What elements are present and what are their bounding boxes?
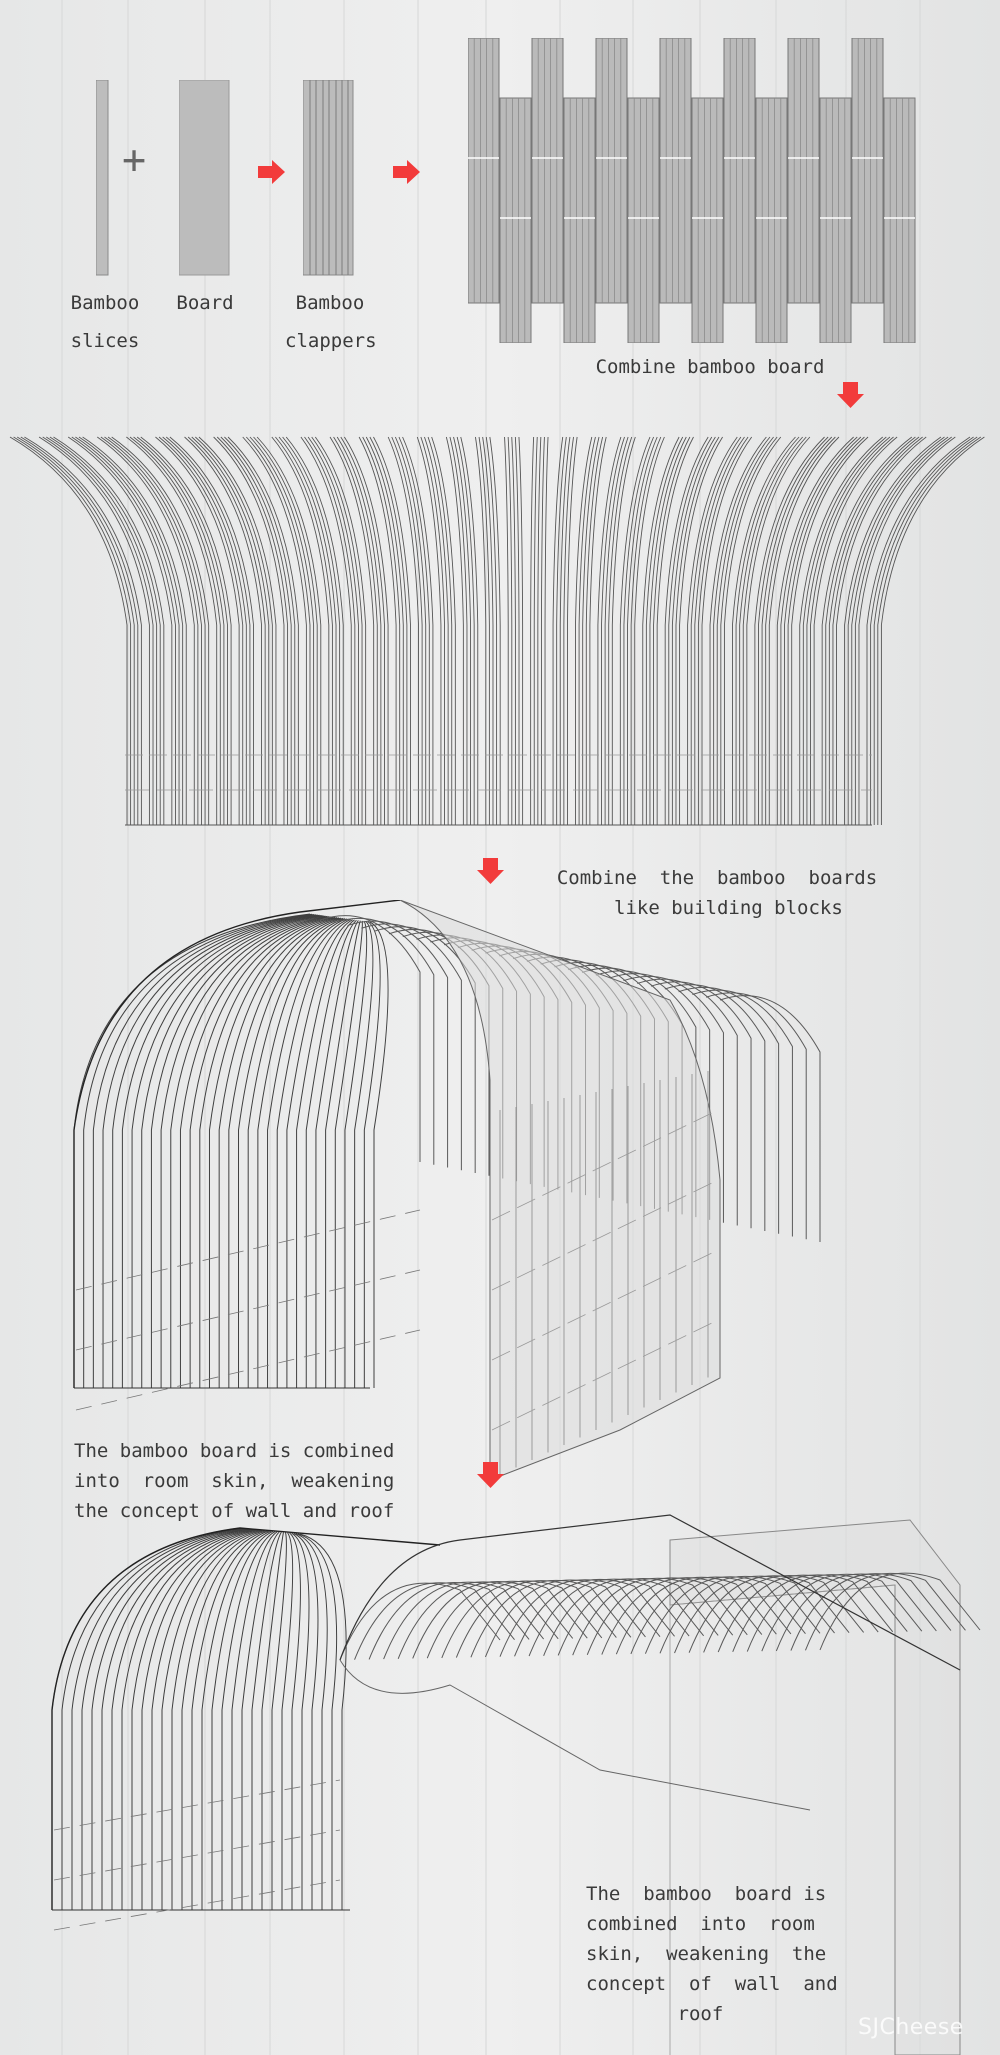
board-graphic xyxy=(179,80,231,276)
tunnel-graphic xyxy=(60,900,920,1490)
arrow-down-icon xyxy=(837,382,865,410)
combined-board-graphic xyxy=(468,38,916,343)
combine-blocks-label: Combine the bamboo boards like building blocks xyxy=(556,867,878,919)
watermark: SJCheese xyxy=(858,2015,964,2040)
arrow-down-icon xyxy=(477,1462,505,1490)
board-label: Board xyxy=(176,292,234,314)
bamboo-clapper-graphic xyxy=(303,80,355,276)
bamboo-slice-graphic xyxy=(96,80,110,276)
combine-board-label: Combine bamboo board xyxy=(595,356,825,378)
room-skin-caption-2: The bamboo board is combined into room skin, weakening the concept of wall and roof xyxy=(586,1883,838,2025)
plus-sign: + xyxy=(122,137,147,183)
arrow-down-icon xyxy=(477,858,505,886)
flared-wall-graphic xyxy=(0,425,1000,830)
bamboo-clappers-label: Bamboo clappers xyxy=(285,292,377,352)
room-skin-caption-1: The bamboo board is combined into room skin, weakening the concept of wall and roof xyxy=(74,1440,395,1522)
bamboo-slices-label: Bamboo slices xyxy=(70,292,140,352)
double-tunnel-graphic xyxy=(40,1510,1000,2055)
arrow-right-icon xyxy=(258,160,286,184)
arrow-right-icon xyxy=(393,160,421,184)
